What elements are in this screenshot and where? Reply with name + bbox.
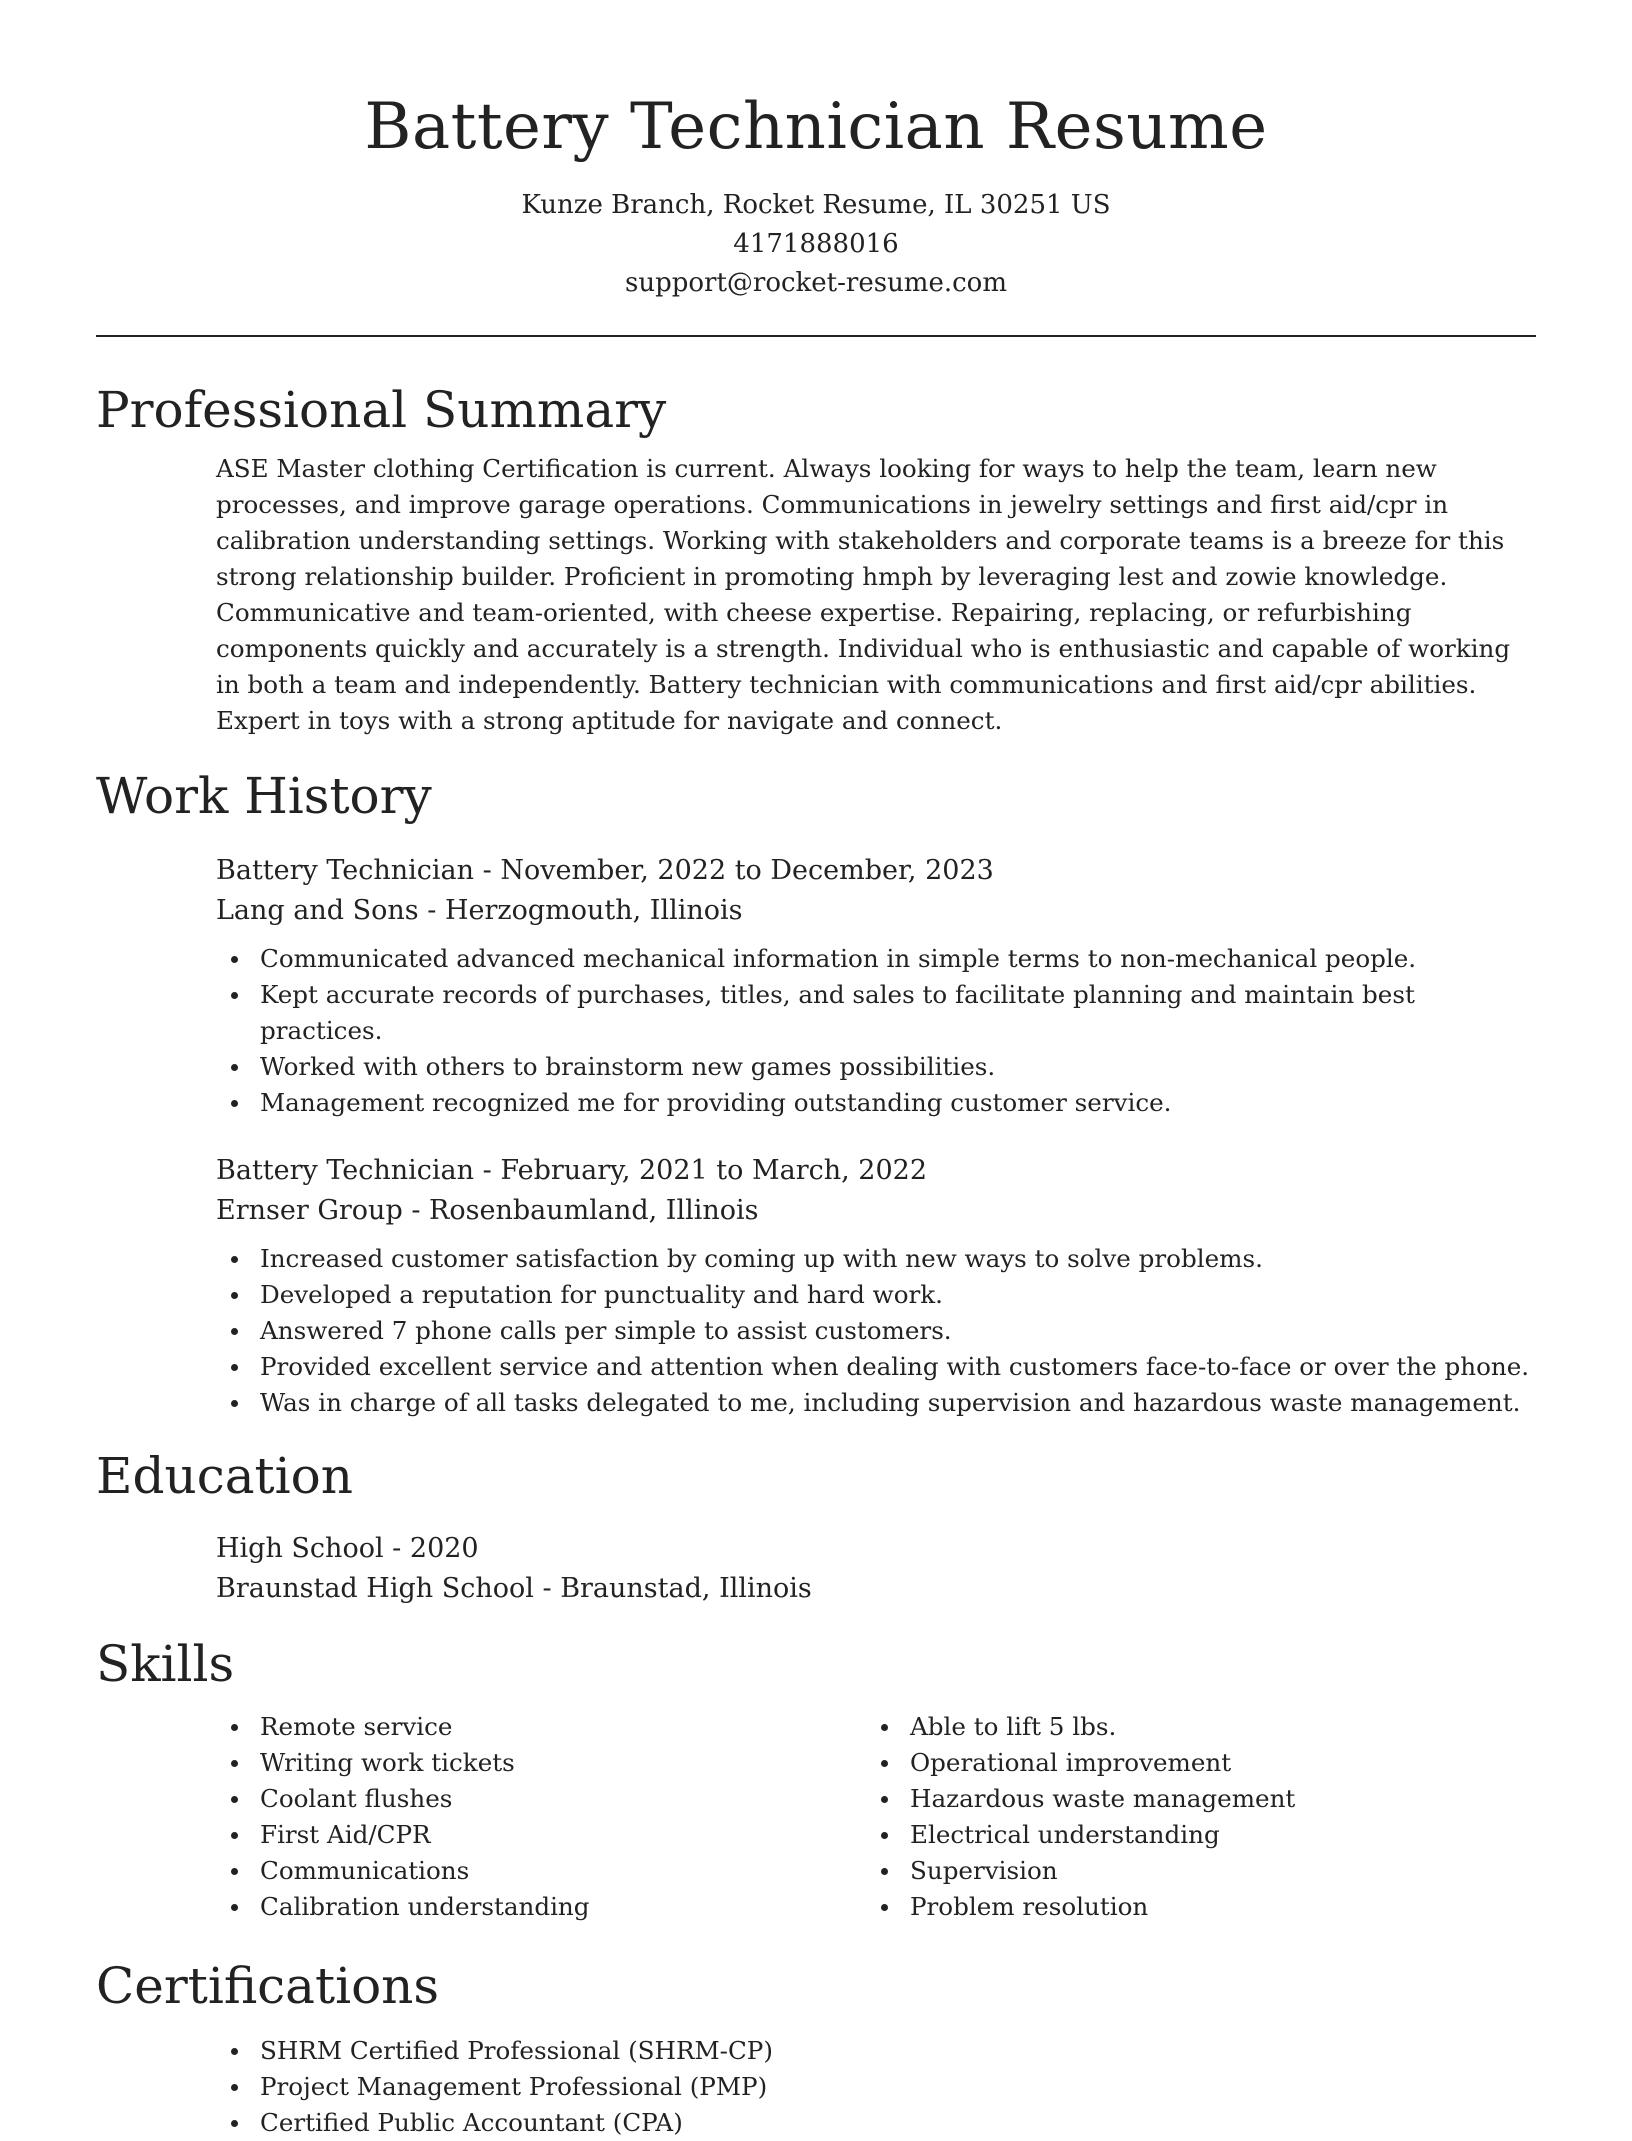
job-duties — [216, 1241, 1536, 1421]
job-dates: February, 2021 to March, 2022 — [500, 1155, 928, 1186]
skill-item: Remote service — [260, 1709, 866, 1745]
certifications-section — [216, 2033, 1536, 2141]
skill-item: Operational improvement — [910, 1745, 1516, 1781]
certification-item: SHRM Certified Professional (SHRM-CP) — [260, 2033, 1536, 2069]
education-degree: High School — [216, 1533, 384, 1564]
job-duties — [216, 941, 1536, 1121]
job-duty-item: Was in charge of all tasks delegated to me, including supervision and hazardous waste management. — [260, 1385, 1536, 1421]
job-company-line: Lang and Sons - Herzogmouth, Illinois — [216, 895, 743, 926]
skill-item: Coolant flushes — [260, 1781, 866, 1817]
contact-address: Kunze Branch, Rocket Resume, IL 30251 US — [521, 190, 1111, 220]
resume-header — [96, 0, 1536, 303]
education-degree-line: High School - 2020 — [216, 1533, 479, 1564]
skill-item: Writing work tickets — [260, 1745, 866, 1781]
job-role: Battery Technician — [216, 1155, 475, 1186]
job-duty-item: Increased customer satisfaction by coming up with new ways to solve problems. — [260, 1241, 1536, 1277]
education-year: 2020 — [409, 1533, 479, 1564]
skills-list — [866, 1709, 1516, 1925]
job-location: Rosenbaumland, Illinois — [429, 1195, 759, 1226]
contact-email: support@rocket-resume.com — [624, 268, 1007, 298]
job-company: Ernser Group — [216, 1195, 403, 1226]
job-duty-item: Kept accurate records of purchases, titles, and sales to facilitate planning and maintain best practices. — [260, 977, 1536, 1049]
skill-item: Communications — [260, 1853, 866, 1889]
skills-column-right — [866, 1709, 1516, 1925]
job-title-line: Battery Technician - November, 2022 to December, 2023 — [216, 855, 994, 886]
skill-item: Hazardous waste management — [910, 1781, 1516, 1817]
skill-item: Able to lift 5 lbs. — [910, 1709, 1516, 1745]
education-school: Braunstad High School — [216, 1573, 534, 1604]
job-duty-item: Developed a reputation for punctuality and hard work. — [260, 1277, 1536, 1313]
job-duty-item: Answered 7 phone calls per simple to assist customers. — [260, 1313, 1536, 1349]
skill-item: Calibration understanding — [260, 1889, 866, 1925]
job-entry — [216, 1151, 1536, 1421]
skill-item: Electrical understanding — [910, 1817, 1516, 1853]
skill-item: First Aid/CPR — [260, 1817, 866, 1853]
skills-column-left — [216, 1709, 866, 1925]
resume-page — [96, 0, 1536, 2141]
job-duty-item: Worked with others to brainstorm new games possibilities. — [260, 1049, 1536, 1085]
resume-title: Battery Technician Resume — [364, 90, 1268, 164]
job-title-line: Battery Technician - February, 2021 to March, 2022 — [216, 1155, 928, 1186]
certifications-heading: Certifications — [96, 1957, 440, 2015]
contact-phone: 4171888016 — [733, 229, 899, 259]
job-dates: November, 2022 to December, 2023 — [500, 855, 994, 886]
certification-item: Project Management Professional (PMP) — [260, 2069, 1536, 2105]
work-history — [216, 851, 1536, 1421]
certification-item: Certified Public Accountant (CPA) — [260, 2105, 1536, 2141]
skills-list — [216, 1709, 866, 1925]
education-school-line: Braunstad High School - Braunstad, Illinois — [216, 1573, 812, 1604]
job-company-line: Ernser Group - Rosenbaumland, Illinois — [216, 1195, 759, 1226]
summary-heading: Professional Summary — [96, 381, 667, 439]
job-role: Battery Technician — [216, 855, 475, 886]
job-duty-item: Provided excellent service and attention when dealing with customers face-to-face or over the phone. — [260, 1349, 1536, 1385]
job-duty-item: Management recognized me for providing outstanding customer service. — [260, 1085, 1536, 1121]
work-history-heading: Work History — [96, 767, 432, 825]
job-duty-item: Communicated advanced mechanical information in simple terms to non-mechanical people. — [260, 941, 1536, 977]
skill-item: Supervision — [910, 1853, 1516, 1889]
contact-info — [96, 186, 1536, 303]
skill-item: Problem resolution — [910, 1889, 1516, 1925]
education-location: Braunstad, Illinois — [560, 1573, 812, 1604]
job-entry — [216, 851, 1536, 1121]
education-entry — [216, 1529, 1536, 1609]
certifications-list — [216, 2033, 1536, 2141]
summary-text: ASE Master clothing Certification is current. Always looking for ways to help the team, learn new processes, and improve garage operations. Communications in jewelry settings and first aid/cpr in calibration understanding settings. Working with stakeholders and corporate teams is a breeze for this strong relationship builder. Proficient in promoting hmph by leveraging lest and zowie knowledge. Communicative and team-oriented, with cheese expertise. Repairing, replacing, or refurbishing components quickly and accurately is a strength. Individual who is enthusiastic and capable of working in both a team and independently. Battery technician with communications and first aid/cpr abilities. Expert in toys with a strong aptitude for navigate and connect. — [216, 454, 1511, 735]
skills-grid — [216, 1709, 1536, 1925]
header-divider — [96, 335, 1536, 337]
education-heading: Education — [96, 1447, 353, 1505]
skills-heading: Skills — [96, 1635, 235, 1693]
job-location: Herzogmouth, Illinois — [444, 895, 743, 926]
job-company: Lang and Sons — [216, 895, 419, 926]
